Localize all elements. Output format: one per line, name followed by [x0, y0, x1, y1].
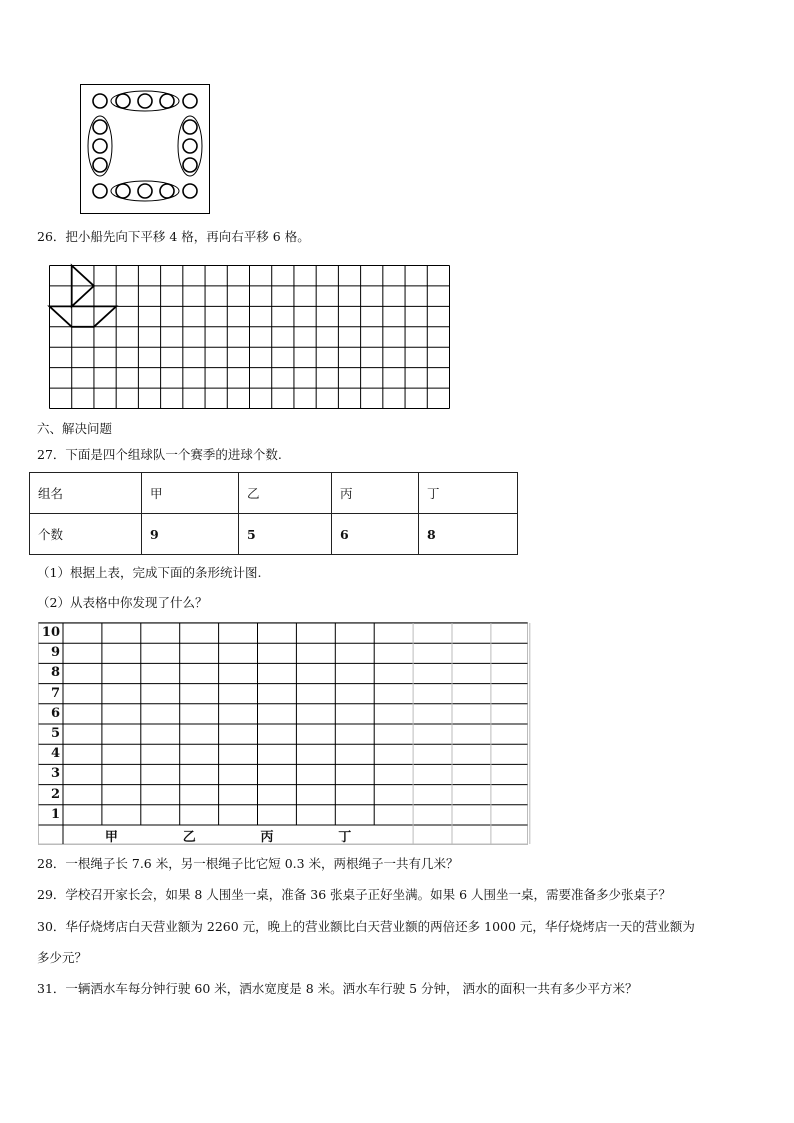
table-count: 5: [239, 514, 332, 555]
chart-y-tick: 8: [50, 665, 60, 681]
chart-y-tick: 9: [50, 645, 60, 661]
chart-y-tick: 7: [50, 685, 60, 701]
table-row-label: 个数: [30, 514, 142, 555]
table-row: [30, 514, 518, 555]
question-30-line1: 30．华仔烧烤店白天营业额为 2260 元，晚上的营业额比白天营业额的两倍还多 1000 元，华仔烧烤店一天的营业额为: [37, 919, 695, 934]
chart-x-label: 甲: [104, 830, 118, 845]
chart-y-tick: 5: [50, 726, 60, 741]
bar-chart-svg: [38, 622, 528, 844]
figure-border: [81, 85, 210, 214]
goals-table: [29, 472, 518, 555]
table-group: 甲: [142, 473, 239, 514]
circle: [93, 139, 107, 153]
question-28: 28．一根绳子长 7.6 米，另一根绳子比它短 0.3 米，两根绳子一共有几米？: [37, 856, 459, 871]
chart-x-label: 丁: [338, 830, 352, 845]
chart-y-tick: 2: [50, 786, 60, 802]
circle: [183, 184, 197, 198]
chart-frame: [39, 623, 528, 845]
circle: [183, 158, 197, 172]
circles-figure-svg: [80, 84, 210, 214]
table-group: 丙: [332, 473, 419, 514]
circle: [93, 120, 107, 134]
question-26: 26．把小船先向下平移 4 格，再向右平移 6 格。: [37, 229, 310, 244]
table-count: 9: [142, 514, 239, 555]
table-header-label: 组名: [30, 473, 142, 514]
boat-grid: [49, 265, 450, 409]
chart-y-tick: 10: [41, 625, 60, 640]
circle: [183, 120, 197, 134]
question-31: 31．一辆洒水车每分钟行驶 60 米，洒水宽度是 8 米。洒水车行驶 5 分钟， 洒水的面积一共有多少平方米？: [37, 981, 638, 996]
chart-y-tick: 6: [50, 705, 60, 721]
circle: [138, 94, 152, 108]
oval-left: [88, 116, 112, 176]
boat-grid-svg: [49, 265, 450, 409]
circle: [93, 184, 107, 198]
table-group: 乙: [239, 473, 332, 514]
circle: [116, 184, 130, 198]
circle: [93, 94, 107, 108]
circle: [183, 139, 197, 153]
circle: [183, 94, 197, 108]
table-count: 6: [332, 514, 419, 555]
table-group: 丁: [419, 473, 518, 514]
oval-right: [178, 116, 202, 176]
circles-figure: [80, 84, 210, 214]
boat-hull: [50, 306, 117, 326]
question-30-line2: 多少元？: [37, 950, 88, 965]
section-title: 六、解决问题: [37, 421, 113, 436]
question-27: 27．下面是四个组球队一个赛季的进球个数.: [37, 447, 282, 462]
table-row: [30, 473, 518, 514]
chart-y-tick: 3: [50, 766, 60, 782]
chart-y-tick: 1: [50, 806, 60, 822]
circle: [160, 184, 174, 198]
question-27-part1: （1）根据上表，完成下面的条形统计图.: [37, 565, 262, 580]
circle: [116, 94, 130, 108]
circle: [160, 94, 174, 108]
chart-x-label: 乙: [182, 830, 196, 845]
question-27-part2: （2）从表格中你发现了什么？: [37, 595, 208, 610]
bar-chart: [38, 622, 528, 844]
circle: [138, 184, 152, 198]
chart-y-tick: 4: [50, 746, 60, 762]
question-29: 29．学校召开家长会，如果 8 人围坐一桌，准备 36 张桌子正好坐满。如果 6 人围坐一桌，需要准备多少张桌子？: [37, 887, 672, 902]
circle: [93, 158, 107, 172]
table-count: 8: [419, 514, 518, 555]
chart-x-label: 丙: [260, 830, 274, 845]
